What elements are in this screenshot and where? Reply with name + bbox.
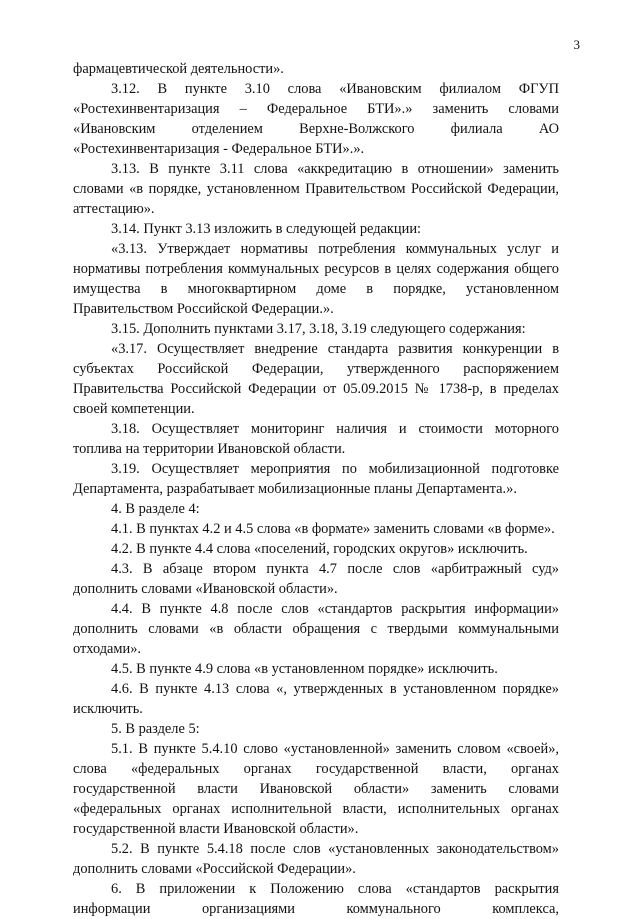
paragraph: 4.4. В пункте 4.8 после слов «стандартов раскрытия информации» дополнить словами «в области обращения с твердыми коммунальными отходами». (73, 601, 559, 657)
paragraph: 4.5. В пункте 4.9 слова «в установленном порядке» исключить. (111, 661, 498, 677)
paragraph: 3.14. Пункт 3.13 изложить в следующей редакции: (111, 221, 422, 237)
paragraph: 4.3. В абзаце втором пункта 4.7 после слов «арбитражный суд» дополнить словами «Ивановской области». (73, 561, 559, 597)
paragraph: 4.6. В пункте 4.13 слова «, утвержденных в установленном порядке» исключить. (73, 681, 559, 717)
page-number: 3 (573, 37, 580, 52)
paragraph: 4. В разделе 4: (111, 501, 200, 517)
paragraph: 4.2. В пункте 4.4 слова «поселений, городских округов» исключить. (111, 541, 528, 557)
paragraph: 3.12. В пункте 3.10 слова «Ивановским филиалом ФГУП «Ростехинвентаризация – Федеральное БТИ».» заменить словами «Ивановским отделением Верхне-Волжского филиала АО «Ростехинвентаризация - Федеральное БТИ».». (73, 81, 559, 157)
paragraph: 3.13. В пункте 3.11 слова «аккредитацию в отношении» заменить словами «в порядке, установленном Правительством Российской Федерации, аттестацию». (73, 161, 559, 217)
paragraph: 5.1. В пункте 5.4.10 слово «установленной» заменить словом «своей», слова «федеральных органах государственной власти, органах государственной власти Ивановской области» заменить словами «федеральных органах исполнительной власти, исполнительных органах государственной власти Ивановской области». (73, 741, 559, 837)
paragraph: «3.13. Утверждает нормативы потребления коммунальных услуг и нормативы потребления коммунальных ресурсов в целях содержания общего имущества в многоквартирном доме в порядке, установленном Правительством Российской Федерации.». (73, 241, 559, 317)
paragraph: фармацевтической деятельности». (73, 61, 284, 77)
paragraph: 5.2. В пункте 5.4.18 после слов «установленных законодательством» дополнить словами «Российской Федерации». (73, 841, 559, 877)
paragraph: 3.18. Осуществляет мониторинг наличия и стоимости моторного топлива на территории Ивановской области. (73, 421, 559, 457)
paragraph: 3.15. Дополнить пунктами 3.17, 3.18, 3.19 следующего содержания: (111, 321, 526, 337)
paragraph: 6. В приложении к Положению слова «стандартов раскрытия информации организациями коммунального комплекса, (73, 881, 559, 917)
paragraph: «3.17. Осуществляет внедрение стандарта развития конкуренции в субъектах Российской Федерации, утвержденного распоряжением Правительства Российской Федерации от 05.09.2015 № 1738-р, в пределах своей компетенции. (73, 341, 559, 417)
paragraph: 4.1. В пунктах 4.2 и 4.5 слова «в формате» заменить словами «в форме». (111, 521, 555, 537)
document-body (73, 59, 559, 919)
paragraph: 3.19. Осуществляет мероприятия по мобилизационной подготовке Департамента, разрабатывает мобилизационные планы Департамента.». (73, 461, 559, 497)
paragraph: 5. В разделе 5: (111, 721, 200, 737)
